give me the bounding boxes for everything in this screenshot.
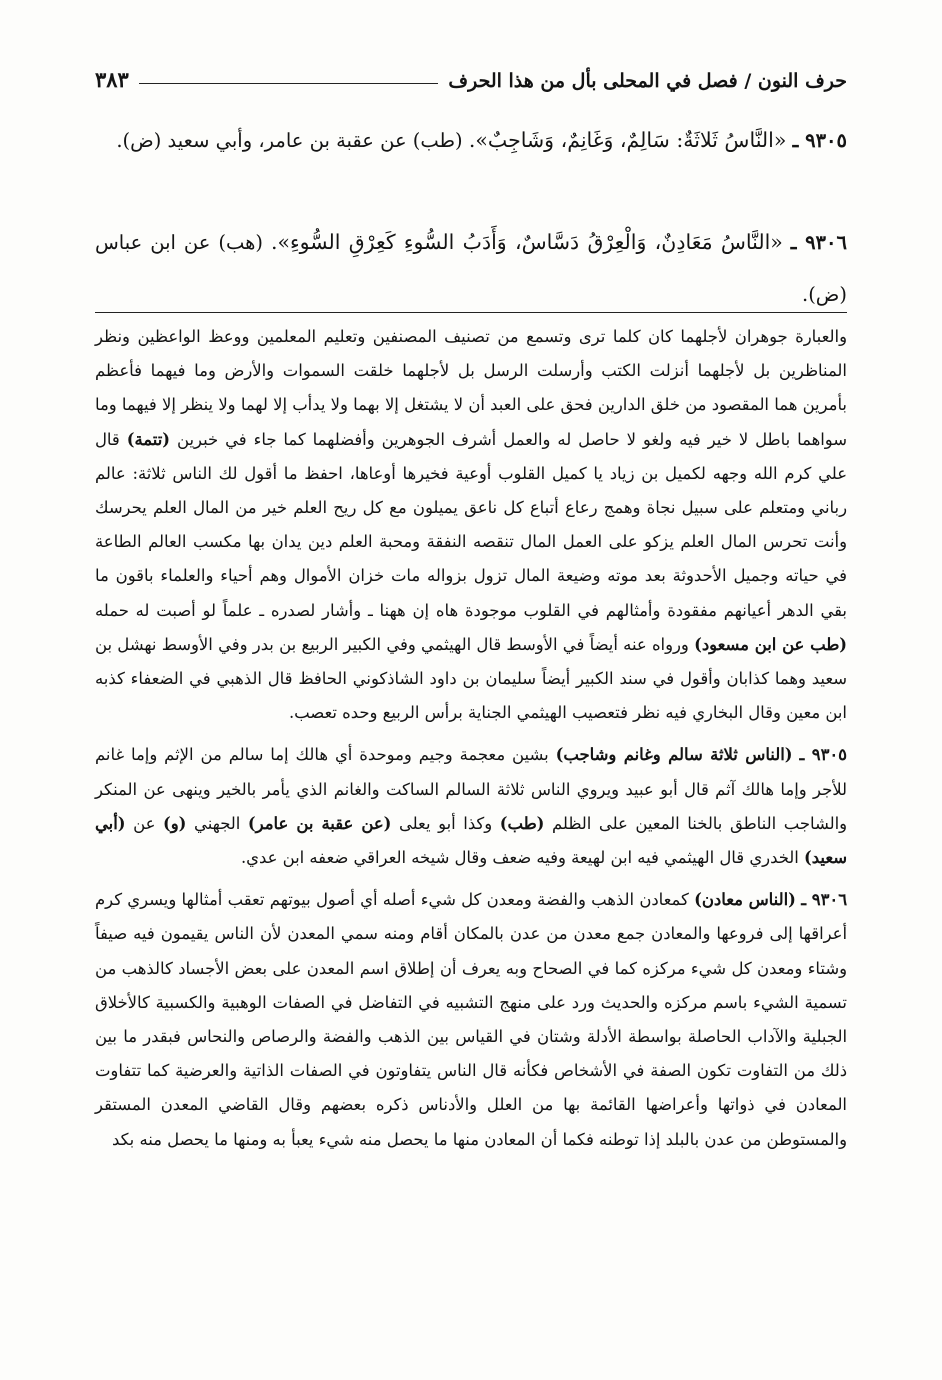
running-title: حرف النون / فصل في المحلى بأل من هذا الحرف	[448, 70, 847, 92]
commentary-entry-9305	[95, 738, 847, 875]
entry-lemma: (الناس معادن)	[694, 890, 796, 910]
source-reference: (عن عقبة بن عامر)	[247, 813, 392, 833]
commentary-intro	[95, 320, 847, 730]
commentary-text: قال علي كرم الله وجهه لكميل بن زياد يا كميل القلوب أوعية فخيرها أوعاها، احفظ ما أقول لك الناس ثلاثة: عالم رباني ومتعلم على سبيل نجاة وهمج رعاع أتباع كل ناعق يميلون مع كل ريح العلم خير من المال العلم يحرسك وأنت تحرس المال العلم يزكو على العمل المال تنقصه النفقة ومحبة العلم دين يدان بها مكسب العالم الطاعة في حياته وجميل الأحدوثة بعد موته وضيعة المال تزول بزواله مات خزان الأموال وهم أحياء والعلماء باقون ما بقي الدهر أعيانهم مفقودة وأمثالهم في القلوب موجودة هاه إن ههنا ـ وأشار لصدره ـ علماً لو أصبت له حمله	[95, 429, 847, 620]
hadith-text: «النَّاسُ ثَلاثَةٌ: سَالِمٌ، وَغَانِمٌ، وَشَاجِبٌ».	[468, 128, 787, 152]
commentary	[95, 320, 847, 1165]
hadith-number: ٩٣٠٥ ـ	[792, 129, 847, 152]
hadith-text: «النَّاسُ مَعَادِنٌ، وَالْعِرْقُ دَسَّاسٌ، وَأَدَبُ السُّوءِ كَعِرْقِ السُّوءِ».	[270, 230, 783, 254]
commentary-entry-9306	[95, 883, 847, 1157]
source-reference: (أبي سعيد)	[95, 813, 847, 868]
page-number: ٣٨٣	[95, 67, 129, 92]
hadith-number: ٩٣٠٦ ـ	[790, 231, 847, 254]
commentary-text: ورواه عنه أيضاً في الأوسط قال الهيثمي وفي الكبير الربيع بن بدر وفي الأوسط نهشل بن سعيد وهما كذابان وأقول في سند الكبير أيضاً سليمان بن داود الشاذكوني الحافظ قال الذهبي في الضعفاء كذبه ابن معين وقال البخاري فيه نظر فتعصيب الهيثمي الجناية برأس الربيع وحده تعصب.	[95, 634, 847, 723]
commentary-text: وكذا أبو يعلى	[398, 813, 493, 833]
commentary-text: الجهني	[194, 813, 241, 833]
page-header	[95, 52, 847, 92]
entry-lemma: (الناس ثلاثة سالم وغانم وشاجب)	[555, 745, 793, 765]
source-reference: (و)	[163, 813, 187, 833]
tatimma-label: (تتمة)	[126, 429, 171, 449]
commentary-text: بشين معجمة وجيم وموحدة أي هالك إما سالم من الإثم وإما غانم للأجر وإما هالك آثم قال أبو عبيد ويروي الناس ثلاثة السالم الساكت والغانم الذي يأمر بالخير وينهى عن المنكر والشاجب الناطق بالخنا المعين على الظلم	[95, 745, 848, 833]
commentary-text: الخدري قال الهيثمي فيه ابن لهيعة وفيه ضعف وقال شيخه العراقي ضعفه ابن عدي.	[240, 848, 799, 868]
entry-number: ٩٣٠٦ ـ	[801, 890, 847, 910]
hadith-source: (طب) عن عقبة بن عامر، وأبي سعيد (ض).	[116, 129, 463, 152]
commentary-text: عن	[133, 813, 156, 833]
source-reference: (طب عن ابن مسعود)	[694, 634, 847, 654]
footnote-divider	[95, 312, 847, 313]
commentary-text: كمعادن الذهب والفضة ومعدن كل شيء أصله أي أصول بيوتهم تعقب أمثالها ويسري كرم أعراقها إلى فروعها والمعادن جمع معدن من عدن بالمكان أقام ومنه سمي المعدن لأن الناس يقيمون فيه صيفاً وشتاء ومعدن كل شيء مركزه كما في الصحاح وبه يعرف أن إطلاق اسم المعدن على بعض الأجساد كالذهب من تسمية الشيء باسم مركزه والحديث ورد على منهج التشبيه في التفاضل في الصفات الوهبية والكسبية كالأخلاق الجبلية والآداب الحاصلة بواسطة الأدلة وشتان في القياس بين الذهب والفضة والرصاص والنحاس فبقدر ما بين ذلك من التفاوت تكون الصفة في الأشخاص فكأنه قال الناس يتفاوتون في الصفات الذاتية والعرضية كما تتفاوت المعادن في ذواتها وأعراضها القائمة بها من العلل والأدناس ذكره بعضهم وقال القاضي المعدن المستقر والمستوطن من عدن بالبلد إذا توطنه فكما أن المعادن منها ما يحصل منه شيء يعبأ به ومنها ما يحصل منه بكد	[95, 890, 847, 1149]
hadith-9305	[95, 114, 847, 167]
commentary-text: والعبارة جوهران لأجلهما كان كلما ترى وتسمع من تصنيف المصنفين وتعليم المعلمين ووعظ الواعظين ونظر المناظرين بل لأجلهما أنزلت الكتب وأرسلت الرسل بل لأجلهما خلقت السموات والأرض وما فيهما فأعظم بأمرين هما المقصود من خلق الدارين فحق على العبد أن لا يشتغل إلا بهما ولا يدأب إلا لهما ولا ينظر إلا فيهما وما سواهما باطل لا خير فيه ولغو لا حاصل له والعمل أشرف الجوهرين وأفضلهما كما جاء في خبرين	[95, 327, 847, 449]
source-reference: (طب)	[499, 813, 545, 833]
hadith-source: (هب) عن ابن عباس (ض).	[95, 231, 847, 306]
hadith-9306	[95, 216, 847, 321]
entry-number: ٩٣٠٥ ـ	[799, 745, 847, 765]
header-rule	[139, 83, 439, 84]
